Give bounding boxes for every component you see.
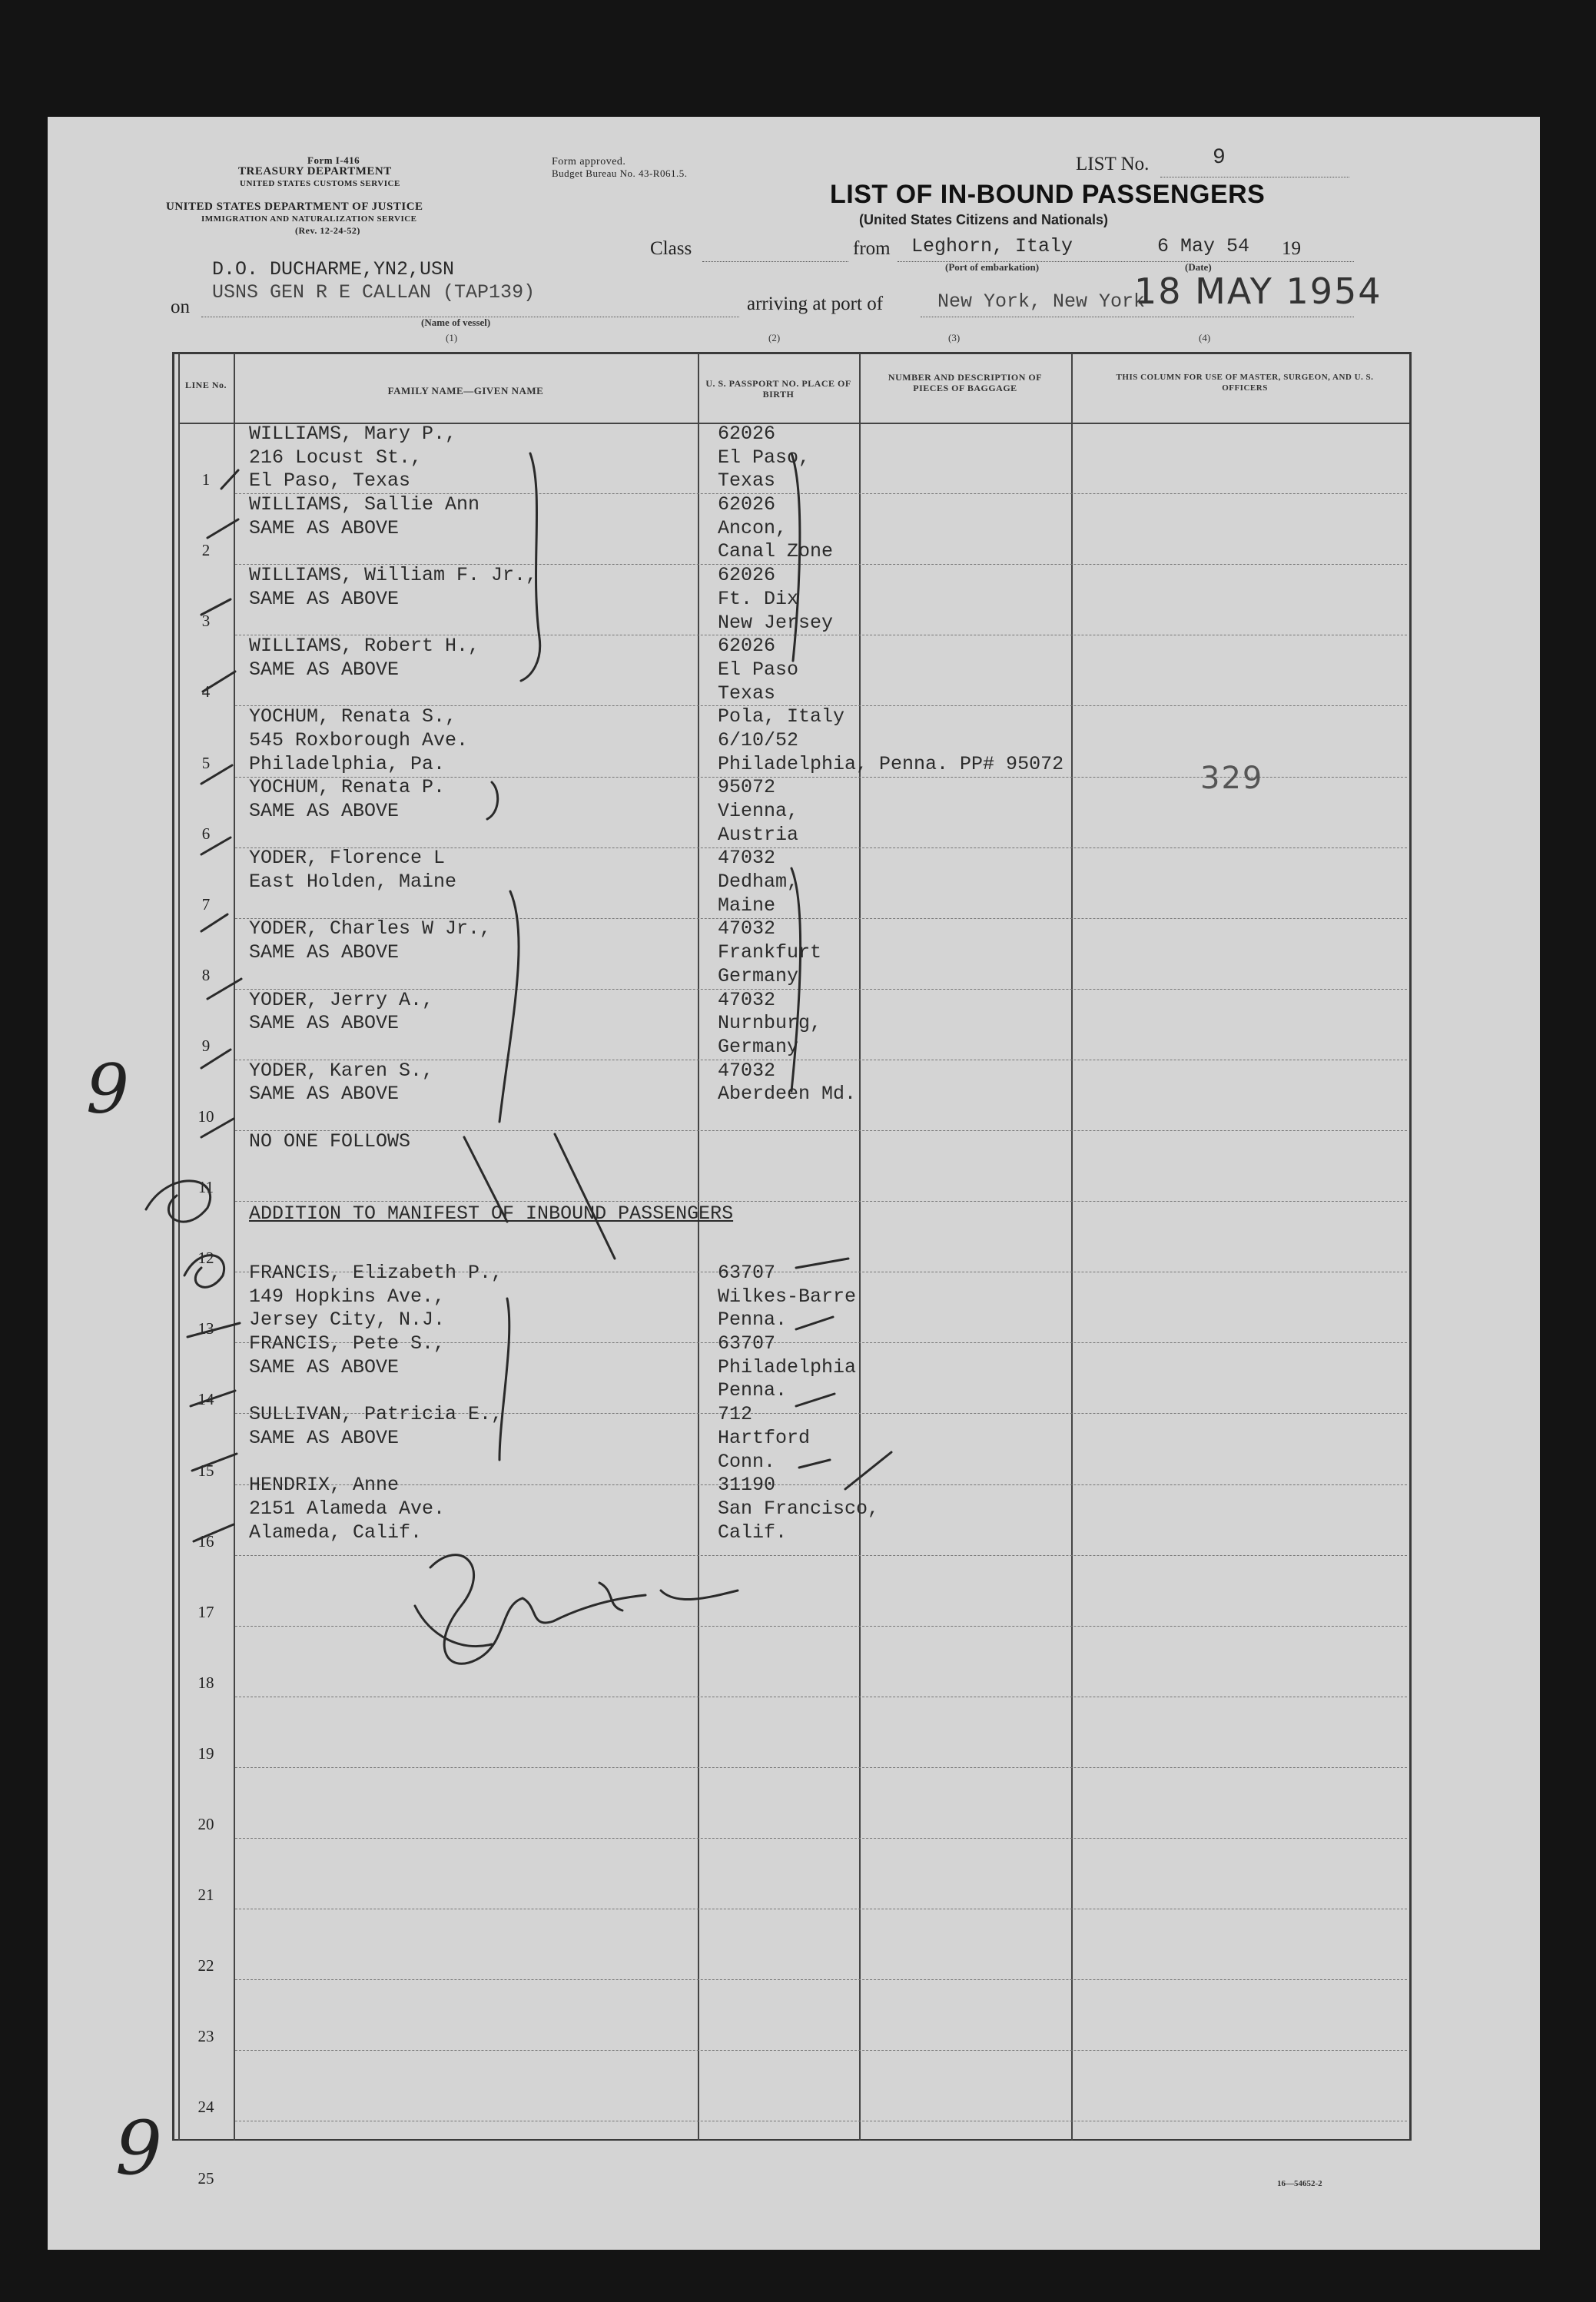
passport-line: Maine	[718, 894, 776, 917]
passport-line: Germany	[718, 964, 799, 987]
passport-line: Hartford	[718, 1426, 811, 1449]
passport-line: Philadelphia, Penna. PP# 95072	[718, 752, 1064, 775]
row-number: 13	[197, 1319, 214, 1338]
row-number: 22	[197, 1956, 214, 1975]
row-number: 24	[197, 2098, 214, 2117]
passport-line: El Paso	[718, 658, 799, 681]
passport-line: Canal Zone	[718, 540, 834, 563]
passport-line: Penna.	[718, 1309, 788, 1332]
row-number: 4	[201, 682, 211, 702]
embark-port: Leghorn, Italy	[911, 235, 1073, 257]
passport-column	[718, 423, 1063, 1106]
passport-line: Vienna,	[718, 800, 799, 822]
passenger-name-line: YODER, Jerry A.,	[249, 988, 434, 1011]
name-column-addition	[249, 1262, 503, 1544]
passenger-name-line: SAME AS ABOVE	[249, 587, 400, 610]
row-number: 9	[201, 1036, 211, 1055]
passenger-name-line: SAME AS ABOVE	[249, 658, 400, 681]
officer-stamp: 329	[1200, 761, 1264, 796]
passport-line: Ancon,	[718, 516, 788, 539]
form-approved: Form approved.	[552, 156, 626, 168]
passenger-name-line: WILLIAMS, Mary P.,	[249, 423, 457, 445]
row-rule	[235, 1767, 1407, 1768]
budget-bureau: Budget Bureau No. 43-R061.5.	[552, 168, 688, 179]
row-number: 23	[197, 2027, 214, 2046]
col-index-3: (3)	[948, 332, 961, 343]
passenger-name-line	[249, 824, 537, 847]
embark-date: 6 May 54	[1157, 235, 1250, 257]
port-embark-caption: (Port of embarkation)	[945, 261, 1040, 273]
margin-number: 9	[86, 1050, 129, 1129]
passport-line: Wilkes-Barre	[718, 1285, 857, 1308]
passport-line: 62026	[718, 564, 776, 587]
passport-line: 31190	[718, 1474, 776, 1497]
row-number: 16	[197, 1531, 214, 1551]
col-header-name: FAMILY NAME—GIVEN NAME	[387, 385, 544, 396]
passenger-name-line: Philadelphia, Pa.	[249, 752, 446, 775]
passport-line: Conn.	[718, 1450, 776, 1473]
name-column	[249, 423, 537, 1153]
passenger-name-line: WILLIAMS, William F. Jr.,	[249, 564, 538, 587]
row-rule	[235, 1555, 1407, 1556]
passenger-name-line: 545 Roxborough Ave.	[249, 728, 469, 751]
passport-line: 47032	[718, 1059, 776, 1082]
passport-line: Austria	[718, 823, 799, 846]
row-number: 19	[197, 1743, 214, 1763]
row-number: 18	[197, 1673, 214, 1692]
passenger-name-line: SAME AS ABOVE	[249, 1426, 400, 1449]
arrival-date-stamp: 18 MAY 1954	[1134, 270, 1382, 312]
col-index-4: (4)	[1199, 332, 1211, 343]
row-number: 8	[201, 965, 211, 984]
passport-line: 63707	[718, 1332, 776, 1355]
passenger-name-line: East Holden, Maine	[249, 871, 457, 894]
col-divider	[698, 353, 699, 2141]
arrival-port: New York, New York	[937, 290, 1146, 313]
passport-line: Philadelphia	[718, 1355, 857, 1378]
form-revision: (Rev. 12-24-52)	[295, 225, 360, 236]
passport-line: Frankfurt	[718, 941, 822, 964]
passport-line: Germany	[718, 1035, 799, 1058]
row-number: 3	[201, 612, 211, 631]
on-label: on	[171, 297, 190, 317]
row-number: 25	[197, 2168, 214, 2188]
passenger-name-line: SAME AS ABOVE	[249, 941, 400, 964]
col-divider	[234, 353, 235, 2141]
justice-dept: UNITED STATES DEPARTMENT OF JUSTICE	[166, 201, 423, 213]
passport-column-addition	[718, 1262, 879, 1544]
passenger-name-line: FRANCIS, Pete S.,	[249, 1332, 446, 1355]
col-header-passport: U. S. PASSPORT NO. PLACE OF BIRTH	[705, 378, 851, 400]
row-number: 20	[197, 1815, 214, 1833]
passenger-name-line	[249, 612, 537, 635]
col-index-1: (1)	[446, 332, 458, 343]
passenger-name-line: FRANCIS, Elizabeth P.,	[249, 1262, 503, 1284]
row-number: 5	[201, 753, 211, 772]
col-index-2: (2)	[768, 332, 781, 343]
passport-line: Pola, Italy	[718, 705, 845, 728]
from-label: from	[853, 238, 891, 259]
row-number: 10	[197, 1107, 214, 1126]
vessel-caption: (Name of vessel)	[421, 317, 491, 328]
row-number: 15	[197, 1461, 214, 1480]
row-rule	[235, 1838, 1407, 1839]
passenger-name-line: YODER, Karen S.,	[249, 1059, 434, 1082]
list-no-value: 9	[1213, 146, 1226, 170]
passenger-name-line: WILLIAMS, Robert H.,	[249, 635, 480, 658]
footer-code: 16—54652-2	[1277, 2179, 1322, 2188]
row-rule	[235, 2050, 1407, 2051]
passport-line: Aberdeen Md.	[718, 1083, 857, 1106]
passenger-name-line: SAME AS ABOVE	[249, 516, 400, 539]
ins-service: IMMIGRATION AND NATURALIZATION SERVICE	[201, 214, 417, 224]
passenger-name-line: YOCHUM, Renata S.,	[249, 705, 457, 728]
passport-line: New Jersey	[718, 611, 834, 634]
treasury-dept: TREASURY DEPARTMENT	[238, 165, 392, 177]
row-number: 11	[197, 1178, 214, 1197]
col-header-line: LINE No.	[184, 380, 227, 390]
passenger-name-line: Jersey City, N.J.	[249, 1309, 446, 1332]
passenger-name-line: 2151 Alameda Ave.	[249, 1497, 446, 1520]
passenger-name-line: HENDRIX, Anne	[249, 1474, 400, 1497]
passenger-name-line	[249, 682, 537, 706]
year-prefix: 19	[1282, 238, 1301, 259]
passenger-name-line: SAME AS ABOVE	[249, 1355, 400, 1378]
passenger-name-line: 149 Hopkins Ave.,	[249, 1285, 446, 1308]
row-number: 1	[201, 470, 211, 489]
passport-line: 47032	[718, 917, 776, 940]
passenger-name-line: 216 Locust St.,	[249, 446, 423, 469]
row-rule	[235, 1201, 1407, 1202]
customs-service: UNITED STATES CUSTOMS SERVICE	[240, 179, 400, 188]
passport-line: Dedham,	[718, 871, 799, 894]
passport-line: Calif.	[718, 1521, 788, 1544]
passenger-name-line: SAME AS ABOVE	[249, 1012, 400, 1035]
col-header-officers: THIS COLUMN FOR USE OF MASTER, SURGEON, AND U. S. OFFICERS	[1116, 373, 1374, 393]
officer-name: D.O. DUCHARME,YN2,USN	[212, 258, 455, 280]
passport-line: San Francisco,	[718, 1497, 880, 1520]
passenger-name-line	[249, 1106, 537, 1130]
row-number: 21	[197, 1886, 214, 1905]
row-number: 6	[201, 824, 211, 843]
list-no-label: LIST No.	[1076, 154, 1150, 174]
passport-line: 712	[718, 1403, 753, 1426]
passport-line: Penna.	[718, 1379, 788, 1402]
passport-line: Nurnburg,	[718, 1012, 822, 1035]
class-line	[702, 261, 848, 262]
col-divider	[178, 353, 180, 2141]
passport-line: 95072	[718, 776, 776, 799]
passenger-name-line	[249, 540, 537, 564]
passenger-name-line	[249, 1036, 537, 1060]
row-number: 14	[197, 1390, 214, 1409]
passenger-name-line	[249, 965, 537, 989]
passenger-name-line: YODER, Charles W Jr.,	[249, 917, 492, 940]
passenger-name-line: SAME AS ABOVE	[249, 800, 400, 822]
passport-line: El Paso,	[718, 446, 811, 469]
passenger-name-line: SAME AS ABOVE	[249, 1083, 400, 1106]
passport-line: Texas	[718, 682, 776, 705]
passenger-name-line: SULLIVAN, Patricia E.,	[249, 1403, 503, 1426]
passenger-name-line: El Paso, Texas	[249, 469, 411, 493]
row-number: 12	[197, 1249, 214, 1268]
arriving-label: arriving at port of	[747, 294, 884, 314]
col-header-baggage: NUMBER AND DESCRIPTION OF PIECES OF BAGGAGE	[888, 372, 1043, 393]
passport-line: 47032	[718, 988, 776, 1011]
row-rule	[235, 1979, 1407, 1980]
addition-heading: ADDITION TO MANIFEST OF INBOUND PASSENGERS	[249, 1202, 734, 1225]
vessel-name: USNS GEN R E CALLAN (TAP139)	[212, 281, 536, 304]
col-divider	[1071, 353, 1073, 2141]
passenger-name-line	[249, 894, 537, 918]
passenger-name-line: YOCHUM, Renata P.	[249, 776, 446, 799]
row-rule	[235, 1626, 1407, 1627]
passport-line: 62026	[718, 635, 776, 658]
form-subtitle: (United States Citizens and Nationals)	[859, 212, 1109, 227]
row-number: 2	[201, 541, 211, 560]
passport-line: 6/10/52	[718, 728, 799, 751]
passport-line: 62026	[718, 423, 776, 445]
passport-line: Ft. Dix	[718, 587, 799, 610]
passenger-name-line: NO ONE FOLLOWS	[249, 1129, 411, 1153]
row-number: 7	[201, 894, 211, 914]
passport-line: 63707	[718, 1262, 776, 1284]
passport-line: 47032	[718, 847, 776, 870]
form-title: LIST OF IN-BOUND PASSENGERS	[830, 180, 1266, 209]
passport-line: 62026	[718, 493, 776, 516]
class-label: Class	[650, 238, 692, 259]
date-caption: (Date)	[1185, 261, 1212, 273]
passenger-name-line: WILLIAMS, Sallie Ann	[249, 493, 480, 516]
passenger-name-line	[249, 1451, 503, 1474]
row-number: 17	[197, 1602, 214, 1621]
passport-line: Texas	[718, 469, 776, 493]
margin-number: 9	[115, 2105, 163, 2191]
passenger-name-line: YODER, Florence L	[249, 847, 446, 870]
passenger-name-line: Alameda, Calif.	[249, 1521, 423, 1544]
form-number: Form I-416	[307, 154, 360, 166]
passenger-name-line	[249, 1379, 503, 1403]
